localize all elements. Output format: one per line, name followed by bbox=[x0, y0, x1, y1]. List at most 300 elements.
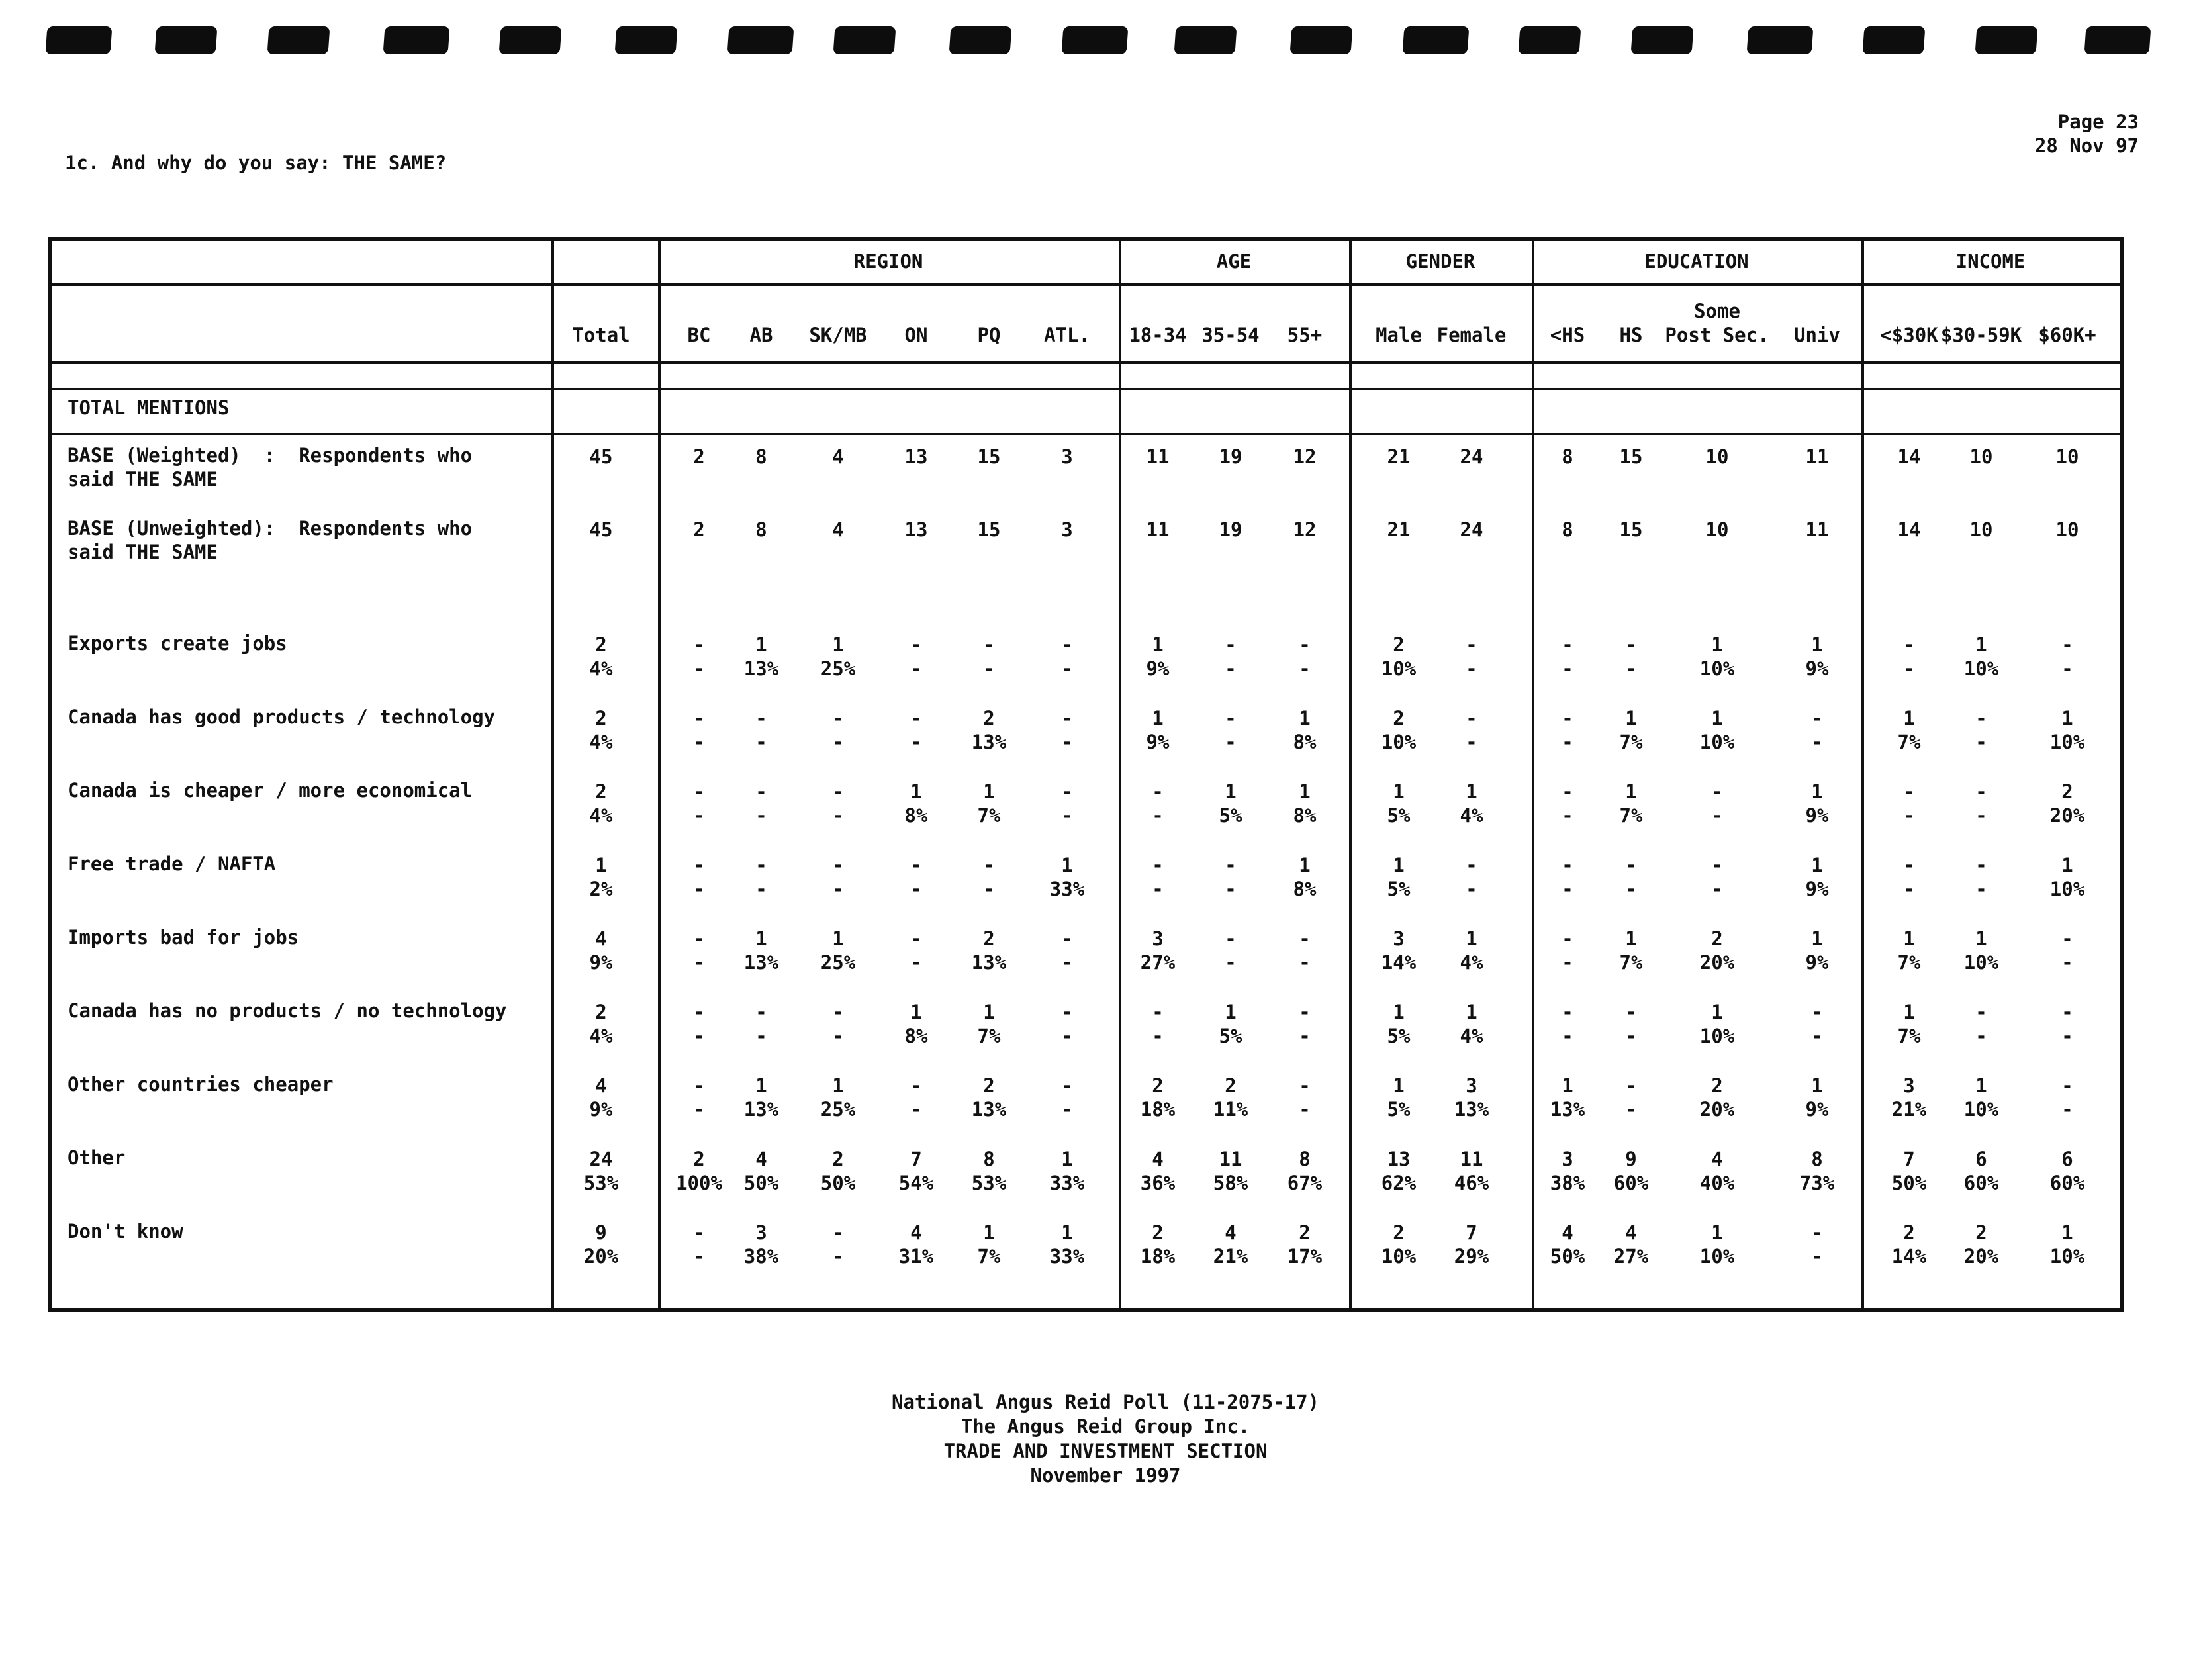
count-cell: - bbox=[910, 707, 922, 729]
percent-cell: 7% bbox=[977, 1245, 1001, 1268]
count-cell: - bbox=[910, 633, 922, 656]
count-cell: 2 bbox=[1393, 707, 1405, 729]
percent-cell: - bbox=[1711, 804, 1723, 827]
base-row-label: BASE (Unweighted): Respondents who bbox=[68, 517, 473, 539]
count-cell: - bbox=[1625, 1074, 1637, 1097]
percent-cell: - bbox=[2061, 657, 2073, 680]
percent-cell: 7% bbox=[977, 1025, 1001, 1047]
count-cell: - bbox=[832, 707, 844, 729]
base-cell: 11 bbox=[1805, 445, 1829, 468]
column-header: 18-34 bbox=[1129, 324, 1187, 346]
count-cell: 1 bbox=[1625, 927, 1637, 950]
row-label: Canada has no products / no technology bbox=[68, 1000, 507, 1022]
percent-cell: 14% bbox=[1891, 1245, 1927, 1268]
percent-cell: - bbox=[1562, 804, 1573, 827]
column-header: Total bbox=[572, 324, 630, 346]
count-cell: 1 bbox=[755, 927, 767, 950]
count-cell: - bbox=[1299, 927, 1311, 950]
percent-cell: - bbox=[832, 878, 844, 900]
count-cell: 1 bbox=[1811, 927, 1823, 950]
count-cell: 2 bbox=[983, 707, 995, 729]
count-cell: - bbox=[832, 780, 844, 803]
column-header: $30-59K bbox=[1940, 324, 2022, 346]
count-cell: 1 bbox=[1061, 854, 1073, 876]
count-cell: - bbox=[1562, 1001, 1573, 1023]
count-cell: 1 bbox=[595, 854, 607, 876]
percent-cell: - bbox=[910, 731, 922, 753]
percent-cell: - bbox=[1299, 657, 1311, 680]
percent-cell: 25% bbox=[820, 951, 856, 974]
count-cell: 8 bbox=[1299, 1148, 1311, 1170]
percent-cell: 4% bbox=[589, 804, 613, 827]
column-header: Post Sec. bbox=[1665, 324, 1769, 346]
base-cell: 8 bbox=[755, 445, 767, 468]
percent-cell: 10% bbox=[1699, 731, 1735, 753]
count-cell: - bbox=[1562, 927, 1573, 950]
count-cell: - bbox=[1562, 854, 1573, 876]
percent-cell: - bbox=[755, 1025, 767, 1047]
punch-hole bbox=[1174, 26, 1237, 54]
base-cell: 10 bbox=[2055, 445, 2079, 468]
percent-cell: - bbox=[1811, 731, 1823, 753]
tractor-feed-strip bbox=[0, 20, 2201, 66]
count-cell: - bbox=[983, 854, 995, 876]
percent-cell: - bbox=[755, 878, 767, 900]
count-cell: - bbox=[1299, 633, 1311, 656]
count-cell: - bbox=[1061, 927, 1073, 950]
base-cell: 10 bbox=[2055, 518, 2079, 541]
percent-cell: 10% bbox=[1699, 657, 1735, 680]
percent-cell: - bbox=[1903, 804, 1915, 827]
percent-cell: 10% bbox=[1699, 1245, 1735, 1268]
count-cell: - bbox=[1061, 1001, 1073, 1023]
count-cell: - bbox=[1903, 854, 1915, 876]
percent-cell: 9% bbox=[1146, 657, 1170, 680]
count-cell: 1 bbox=[1811, 633, 1823, 656]
percent-cell: - bbox=[832, 804, 844, 827]
percent-cell: - bbox=[1061, 1025, 1073, 1047]
group-header-gender: GENDER bbox=[1405, 250, 1475, 273]
count-cell: 1 bbox=[755, 1074, 767, 1097]
count-cell: - bbox=[1152, 1001, 1164, 1023]
column-header: ATL. bbox=[1044, 324, 1090, 346]
percent-cell: 9% bbox=[1805, 951, 1829, 974]
percent-cell: 7% bbox=[1897, 731, 1921, 753]
percent-cell: 9% bbox=[589, 951, 613, 974]
percent-cell: 58% bbox=[1213, 1172, 1248, 1194]
column-header: AB bbox=[749, 324, 773, 346]
count-cell: 1 bbox=[1711, 707, 1723, 729]
count-cell: 1 bbox=[1466, 780, 1477, 803]
percent-cell: 53% bbox=[583, 1172, 619, 1194]
percent-cell: - bbox=[910, 657, 922, 680]
percent-cell: - bbox=[693, 1098, 705, 1121]
count-cell: 1 bbox=[1975, 633, 1987, 656]
percent-cell: - bbox=[755, 804, 767, 827]
count-cell: - bbox=[1466, 707, 1477, 729]
base-cell: 4 bbox=[832, 445, 844, 468]
punch-hole bbox=[155, 26, 218, 54]
column-header: Male bbox=[1376, 324, 1422, 346]
percent-cell: 100% bbox=[676, 1172, 722, 1194]
percent-cell: - bbox=[1466, 731, 1477, 753]
count-cell: - bbox=[1975, 1001, 1987, 1023]
punch-hole bbox=[1975, 26, 2038, 54]
percent-cell: 60% bbox=[2049, 1172, 2085, 1194]
percent-cell: 62% bbox=[1381, 1172, 1417, 1194]
percent-cell: 13% bbox=[1550, 1098, 1585, 1121]
header-bottom-line-2 bbox=[52, 388, 2120, 390]
count-cell: - bbox=[910, 854, 922, 876]
crosstab-table bbox=[48, 237, 2124, 1312]
count-cell: 4 bbox=[595, 927, 607, 950]
percent-cell: - bbox=[693, 804, 705, 827]
column-header: HS bbox=[1619, 324, 1643, 346]
percent-cell: 5% bbox=[1387, 1098, 1411, 1121]
count-cell: - bbox=[1225, 633, 1237, 656]
percent-cell: 18% bbox=[1140, 1098, 1176, 1121]
base-cell: 10 bbox=[1705, 445, 1729, 468]
percent-cell: - bbox=[1299, 951, 1311, 974]
count-cell: 1 bbox=[1393, 854, 1405, 876]
percent-cell: 18% bbox=[1140, 1245, 1176, 1268]
percent-cell: - bbox=[1152, 1025, 1164, 1047]
percent-cell: - bbox=[1625, 1025, 1637, 1047]
punch-hole bbox=[1631, 26, 1694, 54]
count-cell: - bbox=[2061, 927, 2073, 950]
punch-hole bbox=[949, 26, 1012, 54]
base-row-label: said THE SAME bbox=[68, 468, 218, 490]
count-cell: 13 bbox=[1387, 1148, 1411, 1170]
punch-hole bbox=[1062, 26, 1129, 54]
group-header-income: INCOME bbox=[1955, 250, 2026, 273]
percent-cell: 20% bbox=[1963, 1245, 1999, 1268]
question-title: 1c. And why do you say: THE SAME? bbox=[65, 152, 447, 174]
percent-cell: 53% bbox=[971, 1172, 1007, 1194]
base-cell: 24 bbox=[1460, 518, 1483, 541]
footer-company: The Angus Reid Group Inc. bbox=[960, 1415, 1250, 1438]
count-cell: 1 bbox=[1975, 927, 1987, 950]
percent-cell: 38% bbox=[743, 1245, 779, 1268]
footer bbox=[695, 1390, 1516, 1488]
count-cell: - bbox=[693, 927, 705, 950]
count-cell: 4 bbox=[1225, 1221, 1237, 1244]
count-cell: - bbox=[1903, 633, 1915, 656]
base-cell: 4 bbox=[832, 518, 844, 541]
percent-cell: 10% bbox=[1963, 951, 1999, 974]
count-cell: 1 bbox=[1903, 707, 1915, 729]
count-cell: 1 bbox=[1061, 1148, 1073, 1170]
base-cell: 10 bbox=[1969, 518, 1993, 541]
base-cell: 15 bbox=[977, 445, 1001, 468]
count-cell: 1 bbox=[1903, 1001, 1915, 1023]
count-cell: - bbox=[832, 1221, 844, 1244]
count-cell: 1 bbox=[1299, 854, 1311, 876]
count-cell: - bbox=[1903, 780, 1915, 803]
percent-cell: - bbox=[1811, 1245, 1823, 1268]
count-cell: 7 bbox=[1903, 1148, 1915, 1170]
count-cell: - bbox=[693, 1001, 705, 1023]
count-cell: 1 bbox=[1299, 780, 1311, 803]
row-label: Don't know bbox=[68, 1220, 183, 1242]
percent-cell: - bbox=[1152, 878, 1164, 900]
count-cell: 1 bbox=[1225, 780, 1237, 803]
percent-cell: - bbox=[1225, 878, 1237, 900]
percent-cell: - bbox=[693, 878, 705, 900]
base-cell: 19 bbox=[1219, 445, 1242, 468]
percent-cell: - bbox=[1975, 804, 1987, 827]
count-cell: 2 bbox=[595, 1001, 607, 1023]
punch-hole bbox=[1519, 26, 1581, 54]
percent-cell: 13% bbox=[743, 1098, 779, 1121]
punch-hole bbox=[383, 26, 450, 54]
count-cell: 1 bbox=[1625, 780, 1637, 803]
base-cell: 12 bbox=[1293, 445, 1317, 468]
count-cell: 1 bbox=[1711, 633, 1723, 656]
percent-cell: - bbox=[983, 657, 995, 680]
row-label: Exports create jobs bbox=[68, 632, 287, 655]
count-cell: 1 bbox=[1811, 854, 1823, 876]
count-cell: 1 bbox=[1393, 1074, 1405, 1097]
percent-cell: 9% bbox=[1805, 878, 1829, 900]
count-cell: - bbox=[755, 707, 767, 729]
count-cell: 3 bbox=[755, 1221, 767, 1244]
count-cell: - bbox=[1466, 633, 1477, 656]
count-cell: 1 bbox=[910, 1001, 922, 1023]
percent-cell: 10% bbox=[1963, 1098, 1999, 1121]
count-cell: - bbox=[832, 1001, 844, 1023]
percent-cell: 5% bbox=[1387, 804, 1411, 827]
base-cell: 21 bbox=[1387, 445, 1411, 468]
count-cell: 6 bbox=[1975, 1148, 1987, 1170]
percent-cell: - bbox=[1061, 804, 1073, 827]
count-cell: - bbox=[693, 780, 705, 803]
percent-cell: - bbox=[1711, 878, 1723, 900]
count-cell: 1 bbox=[1466, 927, 1477, 950]
percent-cell: 8% bbox=[904, 1025, 928, 1047]
percent-cell: 27% bbox=[1140, 951, 1176, 974]
percent-cell: 50% bbox=[743, 1172, 779, 1194]
percent-cell: 17% bbox=[1287, 1245, 1323, 1268]
base-cell: 2 bbox=[693, 518, 705, 541]
count-cell: 4 bbox=[755, 1148, 767, 1170]
count-cell: 24 bbox=[589, 1148, 613, 1170]
percent-cell: 29% bbox=[1454, 1245, 1489, 1268]
percent-cell: - bbox=[2061, 951, 2073, 974]
percent-cell: 20% bbox=[2049, 804, 2085, 827]
percent-cell: - bbox=[1811, 1025, 1823, 1047]
count-cell: - bbox=[2061, 1074, 2073, 1097]
count-cell: 2 bbox=[595, 707, 607, 729]
count-cell: 2 bbox=[1711, 927, 1723, 950]
count-cell: 1 bbox=[1299, 707, 1311, 729]
count-cell: 4 bbox=[595, 1074, 607, 1097]
percent-cell: - bbox=[693, 1025, 705, 1047]
group-header-region: REGION bbox=[853, 250, 923, 273]
count-cell: 2 bbox=[693, 1148, 705, 1170]
column-divider bbox=[1349, 241, 1352, 1308]
count-cell: - bbox=[1811, 707, 1823, 729]
count-cell: 1 bbox=[1903, 927, 1915, 950]
percent-cell: - bbox=[1225, 657, 1237, 680]
count-cell: - bbox=[1711, 780, 1723, 803]
count-cell: 2 bbox=[983, 1074, 995, 1097]
percent-cell: 10% bbox=[1699, 1025, 1735, 1047]
count-cell: - bbox=[1061, 1074, 1073, 1097]
count-cell: - bbox=[1299, 1001, 1311, 1023]
percent-cell: 7% bbox=[1619, 804, 1643, 827]
percent-cell: 4% bbox=[1460, 804, 1483, 827]
punch-hole bbox=[833, 26, 896, 54]
count-cell: 1 bbox=[1711, 1001, 1723, 1023]
count-cell: 2 bbox=[1903, 1221, 1915, 1244]
count-cell: 2 bbox=[1393, 633, 1405, 656]
count-cell: 1 bbox=[910, 780, 922, 803]
count-cell: - bbox=[1811, 1221, 1823, 1244]
percent-cell: 9% bbox=[1805, 804, 1829, 827]
percent-cell: - bbox=[755, 731, 767, 753]
percent-cell: 40% bbox=[1699, 1172, 1735, 1194]
count-cell: 1 bbox=[983, 1001, 995, 1023]
percent-cell: 33% bbox=[1049, 1245, 1085, 1268]
count-cell: 1 bbox=[2061, 707, 2073, 729]
count-cell: 2 bbox=[1975, 1221, 1987, 1244]
base-cell: 45 bbox=[589, 445, 613, 468]
footer-poll-name: National Angus Reid Poll (11-2075-17) bbox=[891, 1391, 1319, 1413]
percent-cell: 4% bbox=[1460, 951, 1483, 974]
footer-date: November 1997 bbox=[1030, 1464, 1181, 1487]
percent-cell: 21% bbox=[1213, 1245, 1248, 1268]
percent-cell: - bbox=[1152, 804, 1164, 827]
percent-cell: 27% bbox=[1613, 1245, 1649, 1268]
percent-cell: 10% bbox=[1381, 657, 1417, 680]
count-cell: - bbox=[755, 780, 767, 803]
percent-cell: 10% bbox=[2049, 731, 2085, 753]
count-cell: 7 bbox=[910, 1148, 922, 1170]
percent-cell: 13% bbox=[971, 1098, 1007, 1121]
count-cell: 1 bbox=[1975, 1074, 1987, 1097]
percent-cell: 7% bbox=[1897, 1025, 1921, 1047]
base-cell: 2 bbox=[693, 445, 705, 468]
base-cell: 24 bbox=[1460, 445, 1483, 468]
count-cell: - bbox=[1225, 854, 1237, 876]
count-cell: - bbox=[983, 633, 995, 656]
count-cell: 6 bbox=[2061, 1148, 2073, 1170]
header-bottom-line bbox=[52, 361, 2120, 364]
percent-cell: 14% bbox=[1381, 951, 1417, 974]
percent-cell: 5% bbox=[1219, 804, 1242, 827]
count-cell: - bbox=[1061, 633, 1073, 656]
count-cell: - bbox=[1625, 854, 1637, 876]
count-cell: - bbox=[1225, 927, 1237, 950]
count-cell: 1 bbox=[983, 780, 995, 803]
count-cell: 4 bbox=[1152, 1148, 1164, 1170]
percent-cell: - bbox=[1299, 1098, 1311, 1121]
percent-cell: - bbox=[1562, 951, 1573, 974]
count-cell: 2 bbox=[832, 1148, 844, 1170]
percent-cell: 8% bbox=[1293, 878, 1317, 900]
count-cell: - bbox=[693, 1074, 705, 1097]
percent-cell: - bbox=[693, 731, 705, 753]
percent-cell: - bbox=[1975, 1025, 1987, 1047]
base-cell: 45 bbox=[589, 518, 613, 541]
percent-cell: 9% bbox=[1805, 657, 1829, 680]
percent-cell: 11% bbox=[1213, 1098, 1248, 1121]
count-cell: - bbox=[1811, 1001, 1823, 1023]
percent-cell: - bbox=[1903, 878, 1915, 900]
base-cell: 10 bbox=[1969, 445, 1993, 468]
percent-cell: 5% bbox=[1387, 878, 1411, 900]
base-cell: 8 bbox=[1562, 518, 1573, 541]
count-cell: 3 bbox=[1562, 1148, 1573, 1170]
punch-hole bbox=[46, 26, 113, 54]
percent-cell: 38% bbox=[1550, 1172, 1585, 1194]
percent-cell: 20% bbox=[1699, 951, 1735, 974]
percent-cell: - bbox=[1903, 657, 1915, 680]
count-cell: 3 bbox=[1152, 927, 1164, 950]
count-cell: 2 bbox=[2061, 780, 2073, 803]
base-row-label: BASE (Weighted) : Respondents who bbox=[68, 444, 473, 467]
base-cell: 15 bbox=[1619, 445, 1643, 468]
count-cell: 1 bbox=[1625, 707, 1637, 729]
percent-cell: - bbox=[1625, 657, 1637, 680]
count-cell: - bbox=[693, 854, 705, 876]
count-cell: 3 bbox=[1903, 1074, 1915, 1097]
percent-cell: 50% bbox=[820, 1172, 856, 1194]
count-cell: 3 bbox=[1466, 1074, 1477, 1097]
row-label: Other bbox=[68, 1146, 126, 1169]
count-cell: 2 bbox=[1152, 1221, 1164, 1244]
count-cell: - bbox=[1152, 854, 1164, 876]
count-cell: 11 bbox=[1219, 1148, 1242, 1170]
punch-hole bbox=[499, 26, 562, 54]
percent-cell: 25% bbox=[820, 657, 856, 680]
percent-cell: - bbox=[1562, 878, 1573, 900]
punch-hole bbox=[1290, 26, 1353, 54]
count-cell: - bbox=[1466, 854, 1477, 876]
row-label: Canada is cheaper / more economical bbox=[68, 779, 473, 802]
percent-cell: - bbox=[693, 657, 705, 680]
count-cell: 1 bbox=[1061, 1221, 1073, 1244]
percent-cell: - bbox=[910, 951, 922, 974]
percent-cell: 13% bbox=[971, 731, 1007, 753]
punch-hole bbox=[2084, 26, 2151, 54]
percent-cell: 7% bbox=[977, 804, 1001, 827]
percent-cell: - bbox=[1061, 951, 1073, 974]
column-header: $60K+ bbox=[2038, 324, 2096, 346]
percent-cell: - bbox=[1562, 657, 1573, 680]
count-cell: 1 bbox=[1393, 780, 1405, 803]
percent-cell: - bbox=[1975, 731, 1987, 753]
punch-hole bbox=[727, 26, 794, 54]
percent-cell: 7% bbox=[1897, 951, 1921, 974]
percent-cell: 60% bbox=[1963, 1172, 1999, 1194]
count-cell: 1 bbox=[1393, 1001, 1405, 1023]
group-header-education: EDUCATION bbox=[1644, 250, 1749, 273]
count-cell: 2 bbox=[1711, 1074, 1723, 1097]
count-cell: - bbox=[693, 633, 705, 656]
count-cell: 1 bbox=[1225, 1001, 1237, 1023]
base-cell: 11 bbox=[1146, 445, 1170, 468]
percent-cell: 9% bbox=[1146, 731, 1170, 753]
percent-cell: 13% bbox=[743, 951, 779, 974]
row-label: Free trade / NAFTA bbox=[68, 853, 276, 875]
percent-cell: - bbox=[1466, 657, 1477, 680]
percent-cell: 73% bbox=[1799, 1172, 1835, 1194]
count-cell: - bbox=[1061, 780, 1073, 803]
count-cell: 9 bbox=[595, 1221, 607, 1244]
percent-cell: - bbox=[832, 1025, 844, 1047]
